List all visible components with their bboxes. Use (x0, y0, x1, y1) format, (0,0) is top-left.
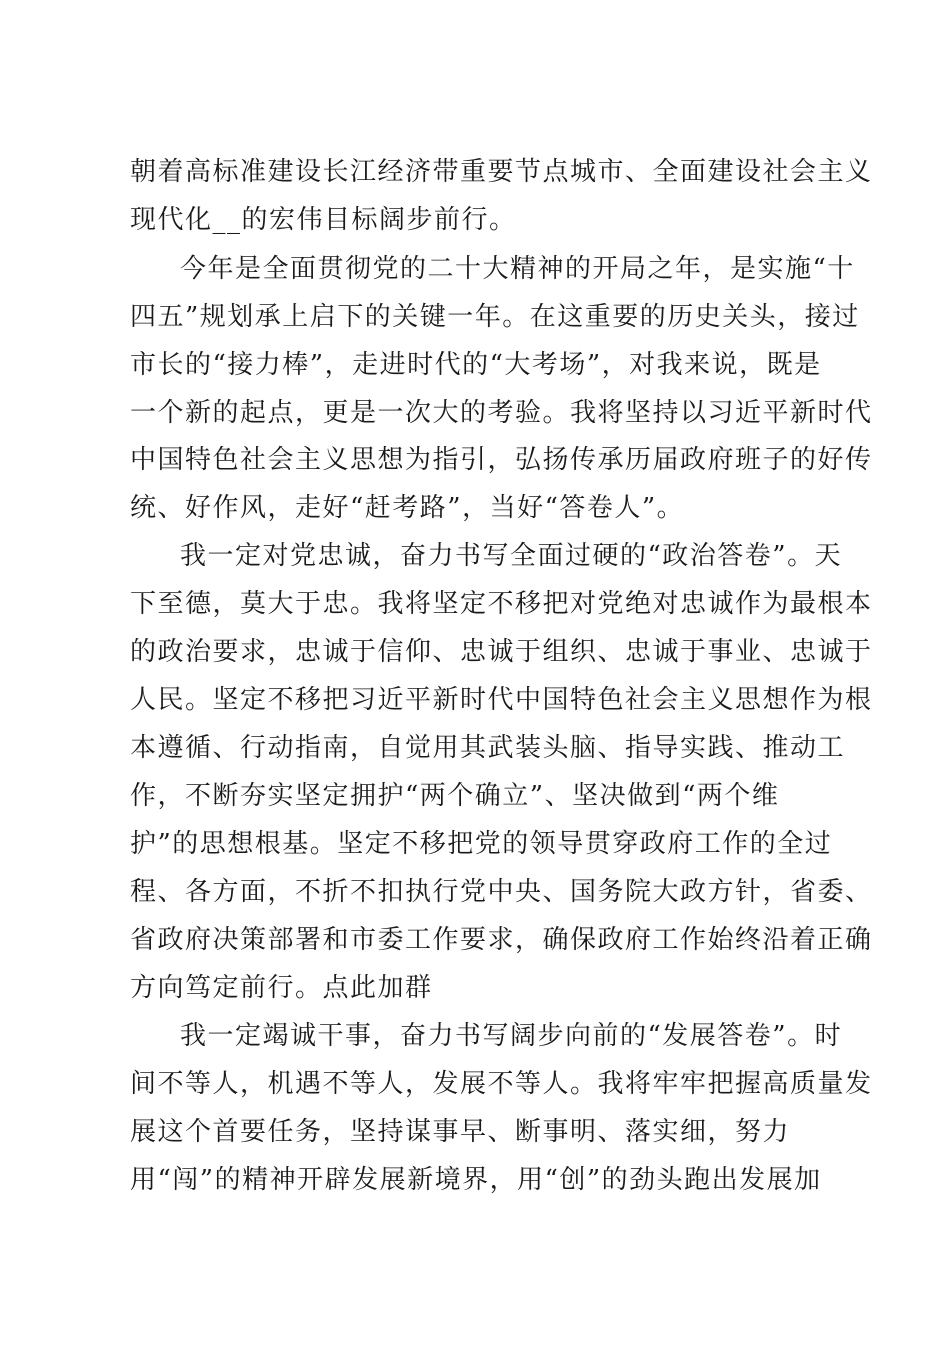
text-line: 朝着高标准建设长江经济带重要节点城市、全面建设社会主义 (130, 157, 873, 187)
text-line: 现代化__的宏伟目标阔步前行。 (130, 205, 517, 235)
text-line: 一个新的起点，更是一次大的考验。我将坚持以习近平新时代 (130, 398, 873, 428)
paragraph-first-line: 我一定竭诚干事，奋力书写阔步向前的“发展答卷”。时 (180, 1021, 843, 1051)
text-line: 人民。坚定不移把习近平新时代中国特色社会主义思想作为根 (130, 685, 873, 715)
text-line: 的政治要求，忠诚于信仰、忠诚于组织、忠诚于事业、忠诚于 (130, 637, 873, 667)
text-line: 下至德，莫大于忠。我将坚定不移把对党绝对忠诚作为最根本 (130, 589, 873, 619)
text-line: 方向笃定前行。点此加群 (130, 973, 433, 1003)
text-line: 省政府决策部署和市委工作要求，确保政府工作始终沿着正确 (130, 925, 873, 955)
paragraph-first-line: 我一定对党忠诚，奋力书写全面过硬的“政治答卷”。天 (180, 541, 843, 571)
text-line: 四五”规划承上启下的关键一年。在这重要的历史关头，接过 (130, 302, 860, 332)
text-line: 间不等人，机遇不等人，发展不等人。我将牢牢把握高质量发 (130, 1069, 873, 1099)
text-line: 用“闯”的精神开辟发展新境界，用“创”的劲头跑出发展加 (130, 1165, 822, 1195)
text-line: 作，不断夯实坚定拥护“两个确立”、坚决做到“两个维 (130, 781, 780, 811)
text-line: 展这个首要任务，坚持谋事早、断事明、落实细，努力 (130, 1117, 791, 1147)
text-line: 统、好作风，走好“赶考路”，当好“答卷人”。 (130, 493, 685, 523)
text-line: 市长的“接力棒”，走进时代的“大考场”，对我来说，既是 (130, 350, 822, 380)
text-line: 护”的思想根基。坚定不移把党的领导贯穿政府工作的全过 (130, 829, 833, 859)
paragraph-first-line: 今年是全面贯彻党的二十大精神的开局之年，是实施“十 (180, 254, 855, 284)
text-line: 中国特色社会主义思想为指引，弘扬传承历届政府班子的好传 (130, 445, 873, 475)
text-line: 程、各方面，不折不扣执行党中央、国务院大政方针，省委、 (130, 877, 873, 907)
text-line: 本遵循、行动指南，自觉用其武装头脑、指导实践、推动工 (130, 733, 846, 763)
